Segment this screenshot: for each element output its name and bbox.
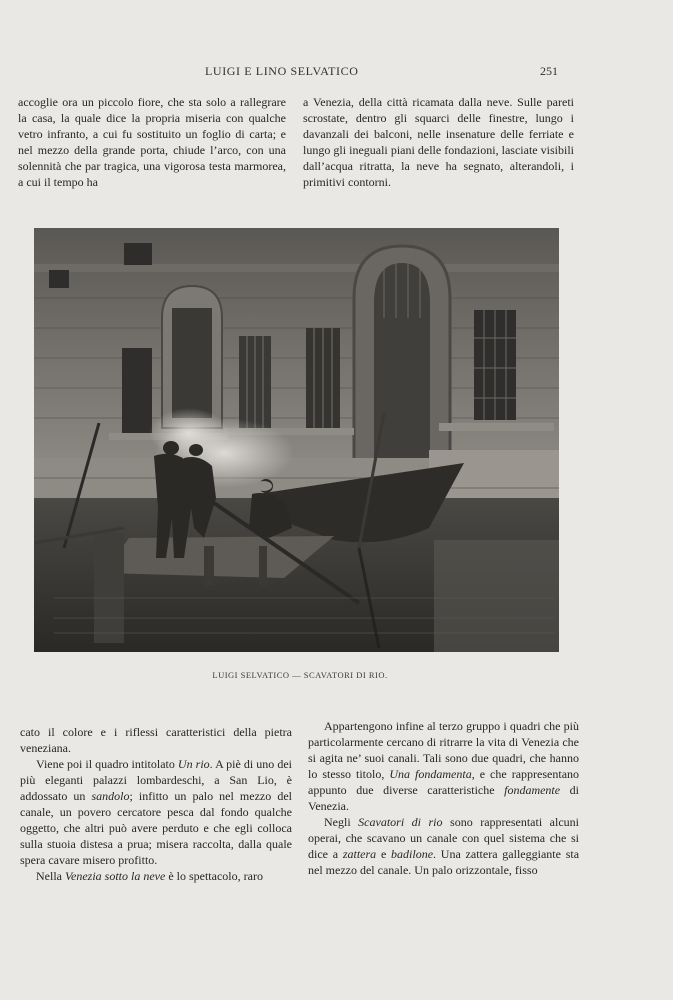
- italic-term: zattera: [342, 847, 377, 861]
- running-title: LUIGI E LINO SELVATICO: [205, 64, 359, 78]
- text-run: sono rappresentati alcuni operai, che scavano un canale con quel sistema che si dice a: [308, 815, 579, 861]
- paragraph-2: [20, 756, 292, 868]
- text-run: Nella: [36, 869, 65, 883]
- painting-title: Venezia sotto la neve: [65, 869, 166, 883]
- text-run: è lo spettacolo, raro: [165, 869, 263, 883]
- text-run: . Una zattera galleggiante sta nel mezzo del canale. Un palo orizzontale, fisso: [308, 847, 580, 877]
- text-run: di Venezia.: [308, 783, 579, 813]
- paragraph: accoglie ora un piccolo fiore, che sta solo a rallegrare la casa, la quale dice la propria miseria con qualche vetro infranto, a cui fu sostituito un foglio di carta; e nel mezzo della grande porta, chiude l’arco, con una solennità che par tragica, una vigorosa testa marmorea, a cui il tempo ha: [18, 95, 286, 189]
- text-run: ; infitto un palo nel mezzo del canale, un povero cercatore pesca dal fondo qualche oggetto, che altri può avere perduto e che egli colloca sulla stuoia distesa a prua; misera raccolta, dalla quale spera cavare misero profitto.: [20, 789, 292, 867]
- paragraph-3: [20, 868, 292, 884]
- italic-term: fondamente: [504, 783, 561, 797]
- text-run: e: [376, 847, 392, 861]
- bottom-right-column: [308, 718, 579, 878]
- paragraph-1: [308, 718, 579, 814]
- paragraph-1: cato il colore e i riflessi caratteristici della pietra veneziana.: [20, 725, 292, 755]
- top-left-column: [18, 94, 286, 190]
- painting-title: Un rio: [177, 757, 210, 771]
- photo-illustration: [34, 228, 559, 652]
- paragraph-2: [308, 814, 579, 878]
- page-number: 251: [540, 64, 558, 78]
- top-right-column: [303, 94, 574, 190]
- italic-term: sandolo: [91, 789, 130, 803]
- painting-title: Scavatori di rio: [358, 815, 443, 829]
- text-run: , e che rappresentano appunto due diverse caratteristiche: [308, 767, 580, 797]
- bottom-left-column: [20, 724, 292, 884]
- text-run: Negli: [324, 815, 359, 829]
- running-head: [0, 64, 673, 84]
- text-run: Appartengono infine al terzo gruppo i quadri che più particolarmente cercano di ritrarre la vita di Venezia che si agita ne’ suoi canali. Tali sono due quadri, che hanno lo stesso titolo,: [308, 719, 579, 781]
- italic-term: badilone: [391, 847, 434, 861]
- text-run: Viene poi il quadro intitolato: [36, 757, 178, 771]
- figure-caption: LUIGI SELVATICO — SCAVATORI DI RIO.: [212, 670, 388, 680]
- photograph-scavatori-di-rio: [34, 228, 559, 652]
- paragraph: a Venezia, della città ricamata dalla neve. Sulle pareti scrostate, dentro gli squarci delle finestre, lungo i davanzali dei balconi, nelle insenature delle ferriate e lungo gli ineguali piani delle fondazioni, lasciate visibili dall’acqua ritratta, la neve ha segnato, alterandoli, i primitivi contorni.: [303, 95, 574, 189]
- painting-title: Una fondamenta: [389, 767, 472, 781]
- text-run: . A piè di uno dei più eleganti palazzi lombardeschi, a San Lio, è addossato un: [20, 757, 293, 803]
